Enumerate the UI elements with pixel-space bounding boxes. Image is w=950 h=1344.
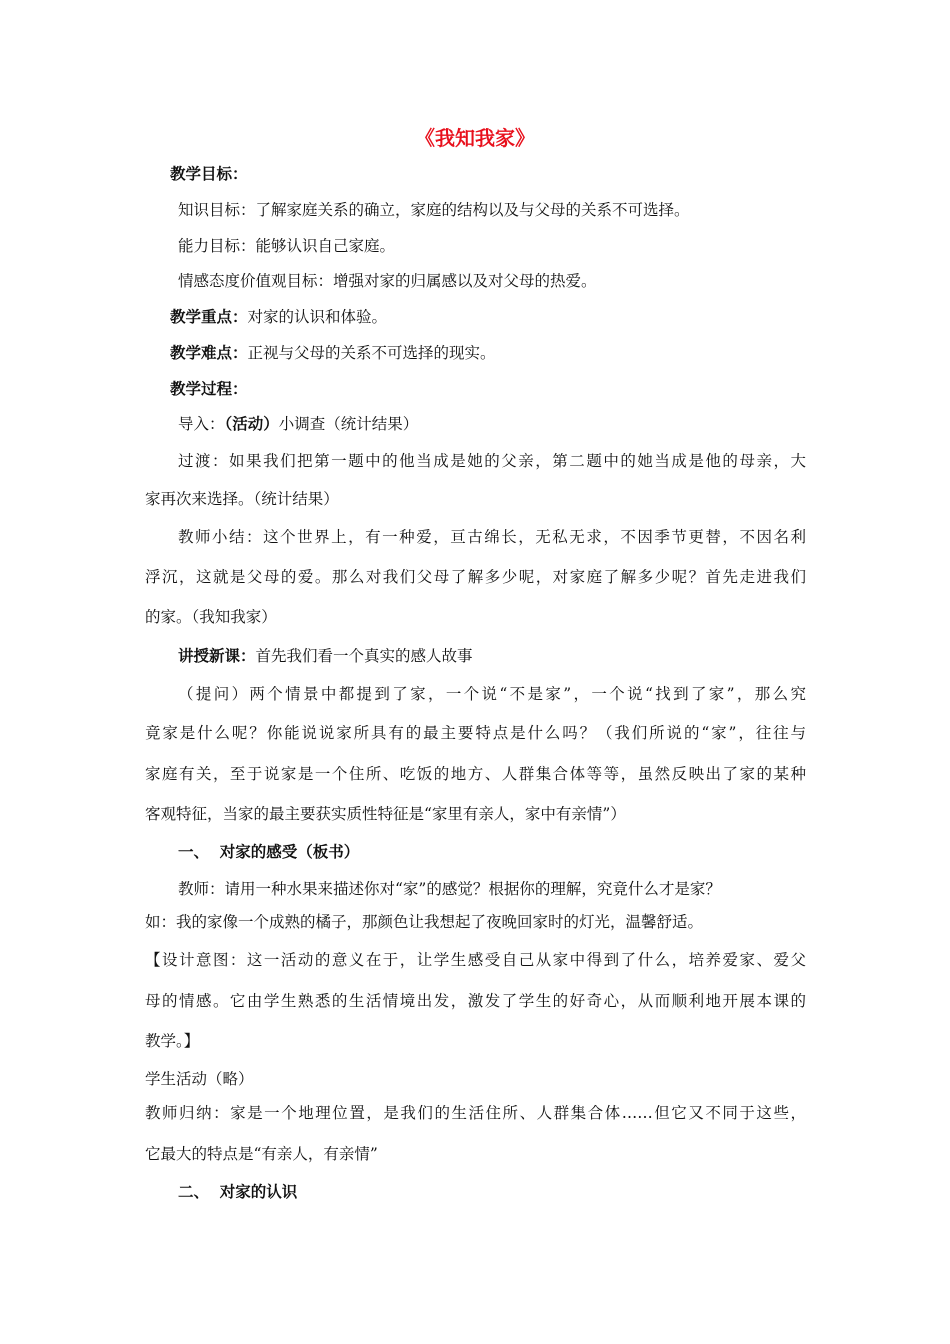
question-line-2: 竟家是什么呢？你能说说家所具有的最主要特点是什么吗？（我们所说的“家”，往往与 bbox=[145, 724, 806, 742]
difficulty-text: 正视与父母的关系不可选择的现实。 bbox=[247, 344, 496, 362]
intro-text: 小调查（统计结果） bbox=[278, 415, 419, 433]
process-heading: 教学过程： bbox=[170, 379, 248, 398]
design-intent-line-1: 【设计意图：这一活动的意义在于，让学生感受自己从家中得到了什么，培养爱家、爱父 bbox=[145, 951, 806, 969]
transition-line-1: 过渡：如果我们把第一题中的他当成是她的父亲，第二题中的她当成是他的母亲，大 bbox=[178, 452, 806, 470]
section-1-heading: 一、 对家的感受（板书） bbox=[178, 842, 360, 861]
objectives-heading: 教学目标： bbox=[170, 164, 248, 183]
conclusion-line-2: 它最大的特点是“有亲人，有亲情” bbox=[145, 1145, 378, 1163]
new-lesson-label: 讲授新课： bbox=[178, 646, 256, 665]
student-activity: 学生活动（略） bbox=[145, 1070, 254, 1088]
summary-line-1: 教师小结：这个世界上，有一种爱，亘古绵长，无私无求，不因季节更替，不因名利 bbox=[178, 528, 806, 546]
key-point bbox=[170, 306, 840, 328]
new-lesson bbox=[178, 645, 848, 667]
question-line-4: 客观特征，当家的最主要获实质性特征是“家里有亲人，家中有亲情”） bbox=[145, 805, 626, 823]
section-1-example: 如：我的家像一个成熟的橘子，那颜色让我想起了夜晚回家时的灯光，温馨舒适。 bbox=[145, 913, 704, 931]
question-line-1: （提问）两个情景中都提到了家，一个说“不是家”，一个说“找到了家”，那么究 bbox=[178, 685, 806, 703]
key-point-text: 对家的认识和体验。 bbox=[247, 308, 388, 326]
difficulty bbox=[170, 342, 840, 364]
intro-activity: （活动） bbox=[224, 414, 279, 433]
emotion-objective: 情感态度价值观目标：增强对家的归属感以及对父母的热爱。 bbox=[178, 272, 597, 290]
new-lesson-text: 首先我们看一个真实的感人故事 bbox=[255, 647, 473, 665]
design-intent-line-2: 母的情感。它由学生熟悉的生活情境出发，激发了学生的好奇心，从而顺利地开展本课的 bbox=[145, 992, 806, 1010]
document-title: 《我知我家》 bbox=[415, 126, 535, 150]
summary-line-2: 浮沉，这就是父母的爱。那么对我们父母了解多少呢，对家庭了解多少呢？首先走进我们 bbox=[145, 568, 806, 586]
question-line-3: 家庭有关，至于说家是一个住所、吃饭的地方、人群集合体等等，虽然反映出了家的某种 bbox=[145, 765, 806, 783]
design-intent-line-3: 教学。】 bbox=[145, 1032, 200, 1050]
intro-label: 导入： bbox=[178, 415, 225, 433]
knowledge-objective: 知识目标：了解家庭关系的确立，家庭的结构以及与父母的关系不可选择。 bbox=[178, 201, 690, 219]
transition-line-2: 家再次来选择。（统计结果） bbox=[145, 490, 339, 508]
ability-objective: 能力目标：能够认识自己家庭。 bbox=[178, 237, 396, 255]
conclusion-line-1: 教师归纳：家是一个地理位置，是我们的生活住所、人群集合体……但它又不同于这些， bbox=[145, 1104, 806, 1122]
section-1-teacher: 教师：请用一种水果来描述你对“家”的感觉？根据你的理解，究竟什么才是家？ bbox=[178, 880, 721, 898]
section-2-heading: 二、 对家的认识 bbox=[178, 1182, 298, 1201]
difficulty-label: 教学难点： bbox=[170, 343, 248, 362]
summary-line-3: 的家。（我知我家） bbox=[145, 608, 277, 626]
intro-line bbox=[178, 413, 848, 435]
key-point-label: 教学重点： bbox=[170, 307, 248, 326]
